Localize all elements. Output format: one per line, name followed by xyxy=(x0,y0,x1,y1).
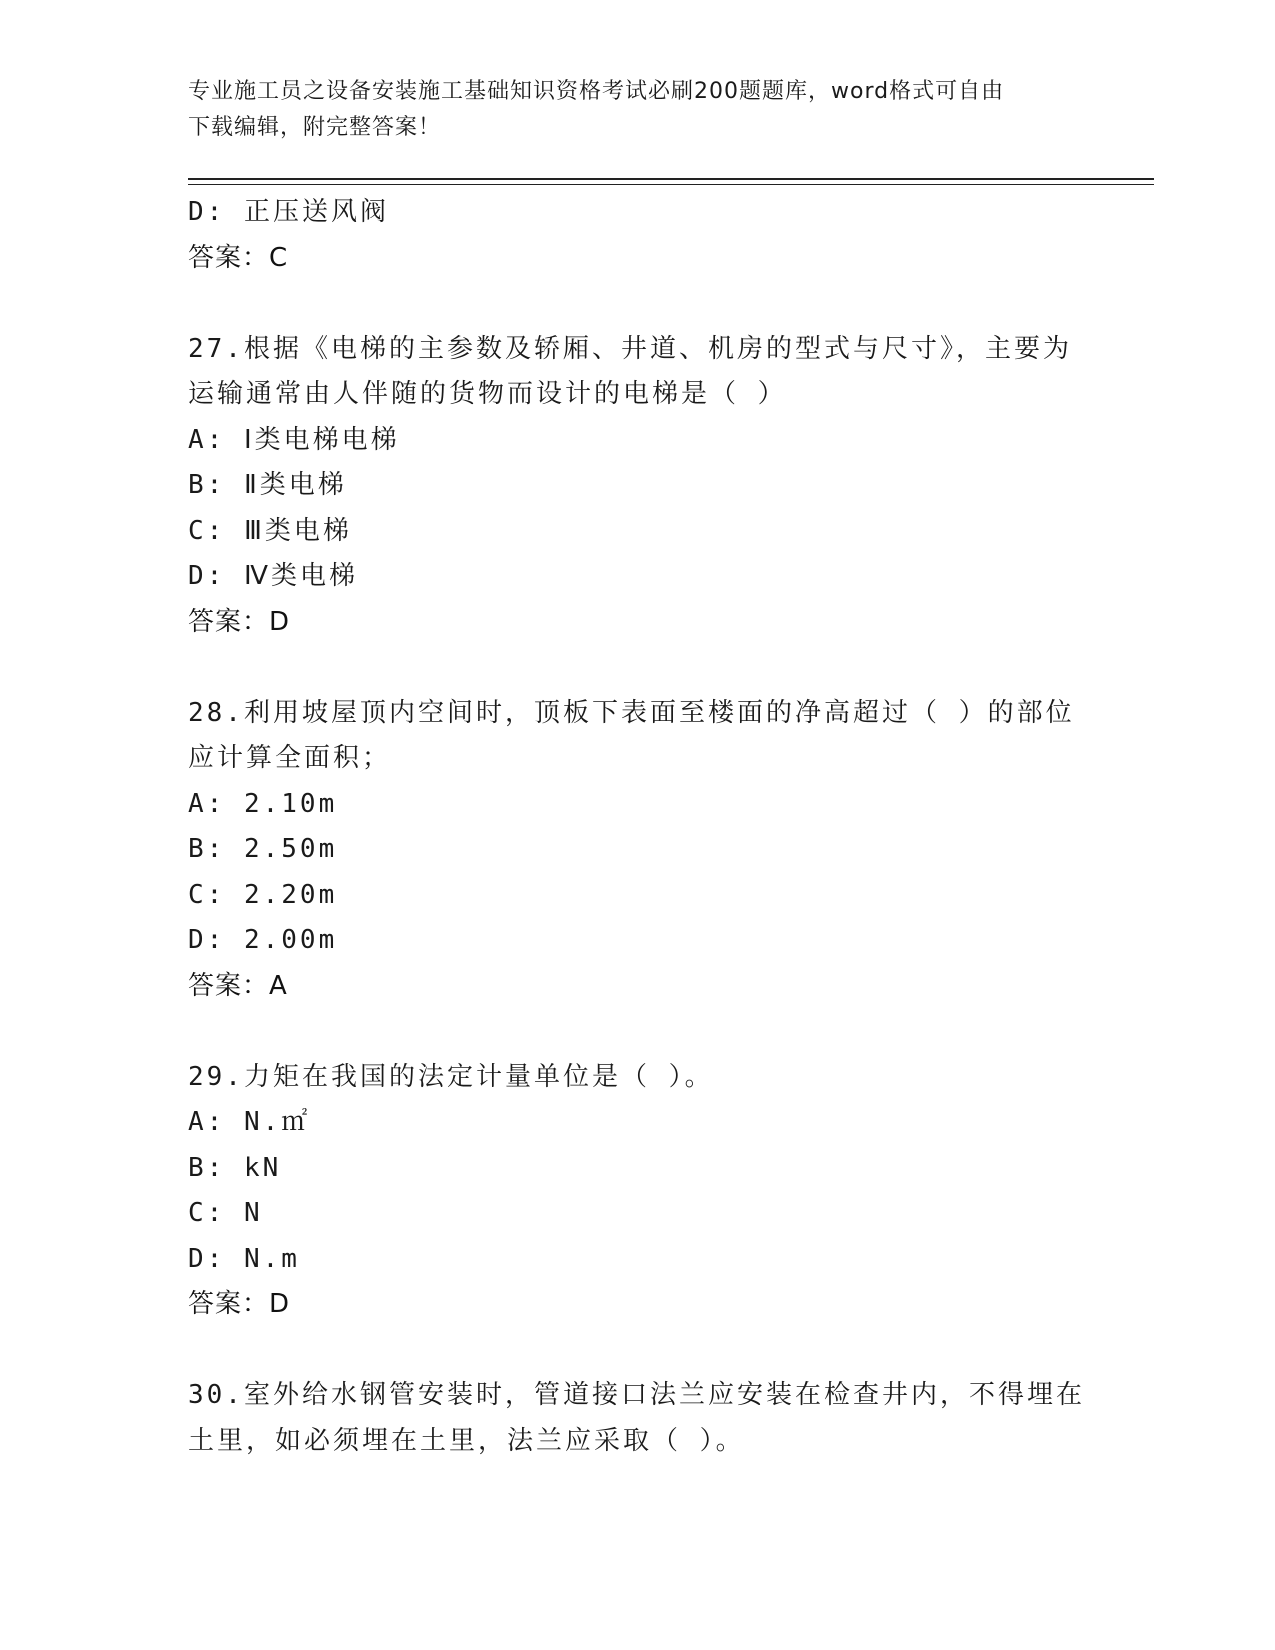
question-28-option-a: A: 2.10m xyxy=(188,788,338,819)
question-27-option-b: B: Ⅱ类电梯 xyxy=(188,470,347,500)
question-27-option-d: D: Ⅳ类电梯 xyxy=(188,561,358,591)
question-28-stem-line-2: 应计算全面积； xyxy=(188,743,392,773)
question-27 xyxy=(188,327,1088,646)
question-27-stem-line-1: 27.根据《电梯的主参数及轿厢、井道、机房的型式与尺寸》，主要为 xyxy=(188,333,1072,364)
question-28-option-d: D: 2.00m xyxy=(188,925,338,955)
question-29 xyxy=(188,1055,1088,1328)
question-29-option-b: B: kN xyxy=(188,1152,282,1183)
question-29-stem-line-1: 29.力矩在我国的法定计量单位是（ ）。 xyxy=(188,1061,714,1092)
question-28-option-c: C: 2.20m xyxy=(188,879,338,910)
question-28 xyxy=(188,691,1088,1010)
prev-option-d: D: 正压送风阀 xyxy=(188,197,389,227)
question-30-stem-line-1: 30.室外给水钢管安装时，管道接口法兰应安装在检查井内，不得埋在 xyxy=(188,1380,1085,1410)
prev-answer: 答案：C xyxy=(188,242,289,273)
question-29-answer: 答案：D xyxy=(188,1289,291,1319)
header-title-line-1: 专业施工员之设备安装施工基础知识资格考试必刷200题题库，word格式可自由 xyxy=(188,79,1005,104)
header-title-line-2: 下载编辑，附完整答案！ xyxy=(188,115,442,140)
question-28-stem-line-1: 28.利用坡屋顶内空间时，顶板下表面至楼面的净高超过（ ）的部位 xyxy=(188,697,1075,728)
question-27-stem-line-2: 运输通常由人伴随的货物而设计的电梯是（ ） xyxy=(188,379,787,409)
question-29-option-c: C: N xyxy=(188,1198,263,1228)
question-27-option-c: C: Ⅲ类电梯 xyxy=(188,515,352,546)
question-28-option-b: B: 2.50m xyxy=(188,834,338,864)
header-divider xyxy=(188,178,1154,180)
question-29-option-d: D: N.m xyxy=(188,1243,300,1274)
question-29-option-a: A: N.㎡ xyxy=(188,1107,311,1137)
header-divider-thin xyxy=(188,184,1154,185)
question-28-answer: 答案：A xyxy=(188,970,288,1001)
document-body xyxy=(188,190,1088,1464)
question-30 xyxy=(188,1373,1088,1464)
question-27-option-a: A: Ⅰ类电梯电梯 xyxy=(188,424,400,455)
question-27-answer: 答案：D xyxy=(188,606,291,637)
question-30-stem-line-2: 土里，如必须埋在土里，法兰应采取（ ）。 xyxy=(188,1425,745,1456)
document-header xyxy=(188,74,1088,146)
